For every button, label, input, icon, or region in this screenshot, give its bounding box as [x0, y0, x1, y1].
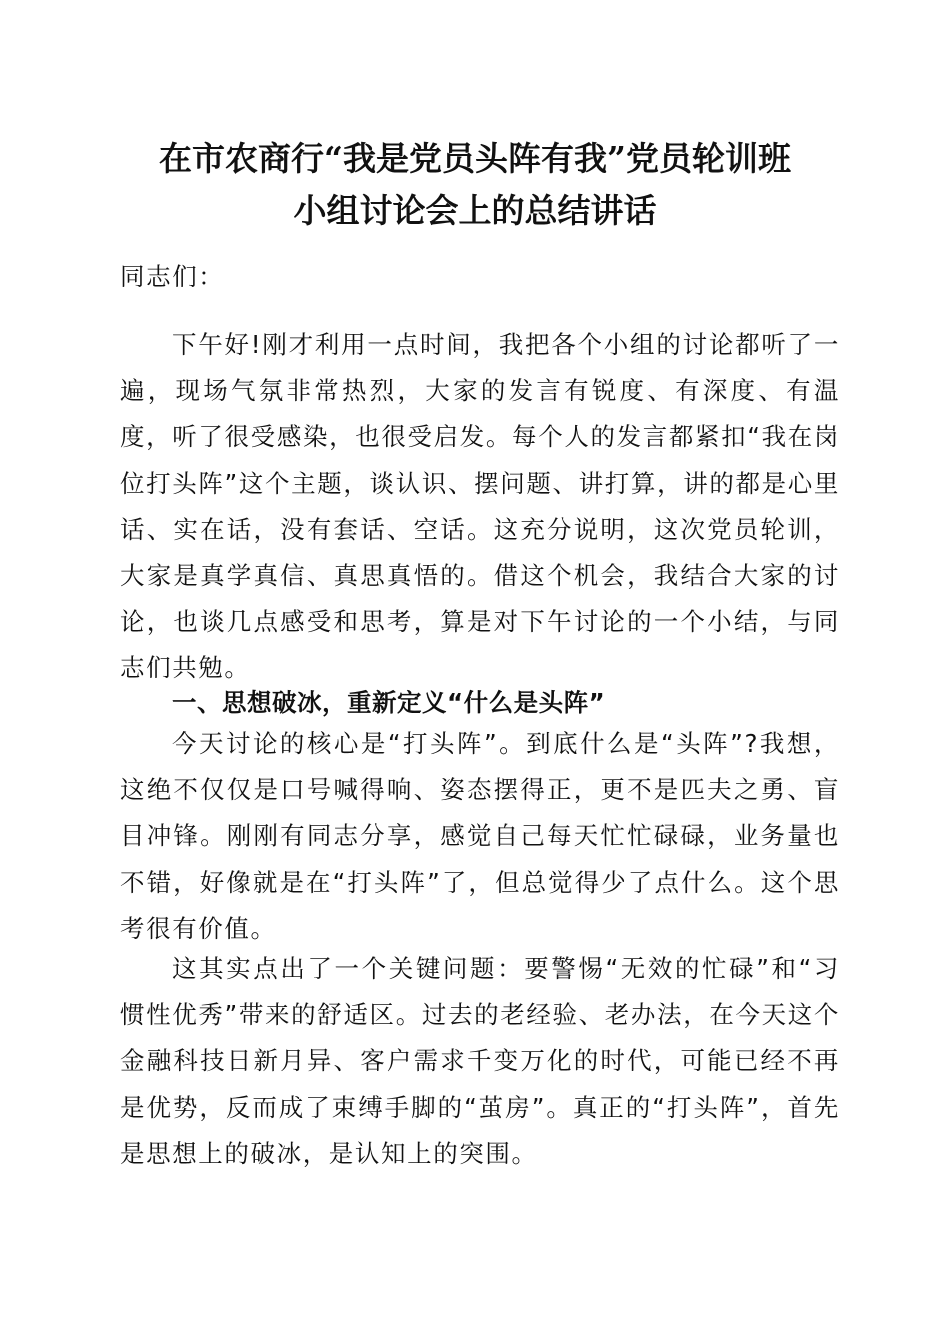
document-title-line-1: 在市农商行“我是党员头阵有我”党员轮训班 — [159, 139, 791, 178]
paragraph-section1-2: 这其实点出了一个关键问题：要警惕“无效的忙碌”和“习惯性优秀”带来的舒适区。过去的老经验、老办法，在今天这个金融科技日新月异、客户需求千变万化的时代，可能已经不再是优势，反而成了束缚手脚的“茧房”。真正的“打头阵”，首先是思想上的破冰，是认知上的突围。 — [120, 954, 840, 1168]
paragraph-section1-1: 今天讨论的核心是“打头阵”。到底什么是“头阵”?我想，这绝不仅仅是口号喊得响、姿态摆得正，更不是匹夫之勇、盲目冲锋。刚刚有同志分享，感觉自己每天忙忙碌碌，业务量也不错，好像就是在“打头阵”了，但总觉得少了点什么。这个思考很有价值。 — [120, 729, 840, 943]
document-title-line-2: 小组讨论会上的总结讲话 — [293, 191, 657, 230]
salutation: 同志们： — [120, 262, 225, 291]
paragraph-opening: 下午好!刚才利用一点时间，我把各个小组的讨论都听了一遍，现场气氛非常热烈，大家的发言有锐度、有深度、有温度，听了很受感染，也很受启发。每个人的发言都紧扣“我在岗位打头阵”这个主题，谈认识、摆问题、讲打算，讲的都是心里话、实在话，没有套话、空话。这充分说明，这次党员轮训，大家是真学真信、真思真悟的。借这个机会，我结合大家的讨论，也谈几点感受和思考，算是对下午讨论的一个小结，与同志们共勉。 — [120, 330, 840, 683]
section-heading-1: 一、思想破冰，重新定义“什么是头阵” — [172, 688, 606, 717]
